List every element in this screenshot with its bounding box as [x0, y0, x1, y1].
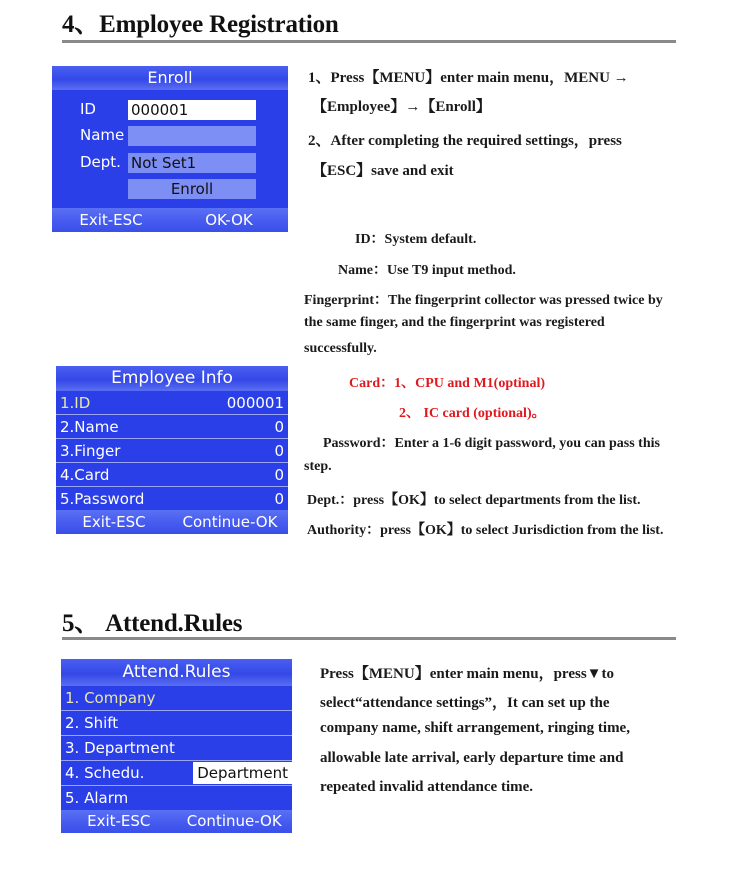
note-fingerprint-line-1: Fingerprint：The fingerprint collector was pressed twice by — [304, 293, 663, 308]
note-authority: Authority：press【OK】to select Jurisdiction from the list. — [307, 523, 664, 538]
exit-esc-label: Exit-ESC — [79, 211, 143, 229]
row-label: 4.Card — [60, 465, 110, 484]
attend-rules-row[interactable] — [61, 711, 292, 736]
step-2-line-1: 2、After completing the required settings，press — [308, 133, 622, 149]
row-label: 2. Shift — [65, 714, 119, 732]
employee-info-row[interactable] — [56, 391, 288, 415]
exit-esc-label: Exit-ESC — [82, 513, 146, 531]
enroll-dept-label: Dept. — [80, 153, 121, 171]
note-password-line-1: Password：Enter a 1-6 digit password, you can pass this — [323, 436, 660, 451]
employee-info-row[interactable] — [56, 463, 288, 487]
department-tooltip: Department — [193, 762, 292, 784]
enroll-screen-title: Enroll — [52, 66, 288, 90]
enroll-button[interactable]: Enroll — [128, 179, 256, 199]
employee-info-title: Employee Info — [56, 366, 288, 391]
note-card-line-2: 2、 IC card (optional)。 — [399, 406, 546, 421]
employee-info-footer — [56, 510, 288, 534]
attend-rules-row[interactable] — [61, 686, 292, 711]
step-1-line-1: 1、Press【MENU】enter main menu，MENU → — [308, 70, 629, 86]
attend-rules-screen — [61, 659, 292, 833]
note-id: ID：System default. — [355, 232, 477, 247]
enroll-id-label: ID — [80, 100, 96, 118]
enroll-name-field[interactable] — [128, 126, 256, 146]
attend-description-line-3: company name, shift arrangement, ringing time, — [320, 720, 630, 736]
section-4-divider — [62, 40, 676, 43]
note-fingerprint-line-3: successfully. — [304, 341, 377, 356]
note-dept: Dept.：press【OK】to select departments from the list. — [307, 493, 641, 508]
attend-rules-row[interactable] — [61, 761, 292, 786]
ok-ok-label: OK-OK — [205, 211, 253, 229]
step-2-line-2: 【ESC】save and exit — [312, 163, 454, 179]
continue-ok-label: Continue-OK — [186, 812, 282, 830]
row-label: 2.Name — [60, 417, 119, 436]
row-label: 1. Company — [65, 689, 156, 707]
attend-rules-footer — [61, 810, 292, 833]
row-label: 1.ID — [60, 393, 91, 412]
employee-info-row[interactable] — [56, 439, 288, 463]
step-1-line-2: 【Employee】→【Enroll】 — [312, 99, 491, 115]
attend-description-line-1: Press【MENU】enter main menu，press▼to — [320, 666, 614, 682]
attend-rules-row[interactable] — [61, 736, 292, 761]
attend-description-line-2: select“attendance settings”，It can set up the — [320, 695, 610, 711]
employee-info-row[interactable] — [56, 415, 288, 439]
attend-rules-row[interactable] — [61, 786, 292, 810]
enroll-dept-field[interactable]: Not Set1 — [128, 153, 256, 173]
enroll-screen-footer — [52, 208, 288, 232]
row-value: 0 — [274, 489, 284, 508]
note-card-line-1: Card：1、CPU and M1(optinal) — [349, 376, 546, 391]
continue-ok-label: Continue-OK — [182, 513, 278, 531]
note-password-line-2: step. — [304, 459, 332, 474]
row-value: 000001 — [226, 393, 284, 412]
row-value: 0 — [274, 441, 284, 460]
enroll-screen — [52, 66, 288, 232]
enroll-id-field[interactable]: 000001 — [128, 100, 256, 120]
attend-description-line-5: repeated invalid attendance time. — [320, 779, 534, 795]
note-fingerprint-line-2: the same finger, and the fingerprint was registered — [304, 315, 605, 330]
section-5-heading: 5、 Attend.Rules — [62, 610, 243, 637]
row-label: 3. Department — [65, 739, 175, 757]
attend-rules-title: Attend.Rules — [61, 659, 292, 686]
employee-info-row[interactable] — [56, 487, 288, 510]
section-4-heading: 4、Employee Registration — [62, 11, 339, 38]
row-value: 0 — [274, 465, 284, 484]
row-label: 3.Finger — [60, 441, 121, 460]
exit-esc-label: Exit-ESC — [87, 812, 151, 830]
row-label: 5.Password — [60, 489, 145, 508]
row-value: 0 — [274, 417, 284, 436]
note-name: Name：Use T9 input method. — [338, 263, 516, 278]
attend-description-line-4: allowable late arrival, early departure time and — [320, 750, 624, 766]
enroll-name-label: Name — [80, 126, 125, 144]
employee-info-screen — [56, 366, 288, 534]
row-label: 5. Alarm — [65, 789, 129, 807]
section-5-divider — [62, 637, 676, 640]
row-label: 4. Schedu. — [65, 764, 145, 782]
